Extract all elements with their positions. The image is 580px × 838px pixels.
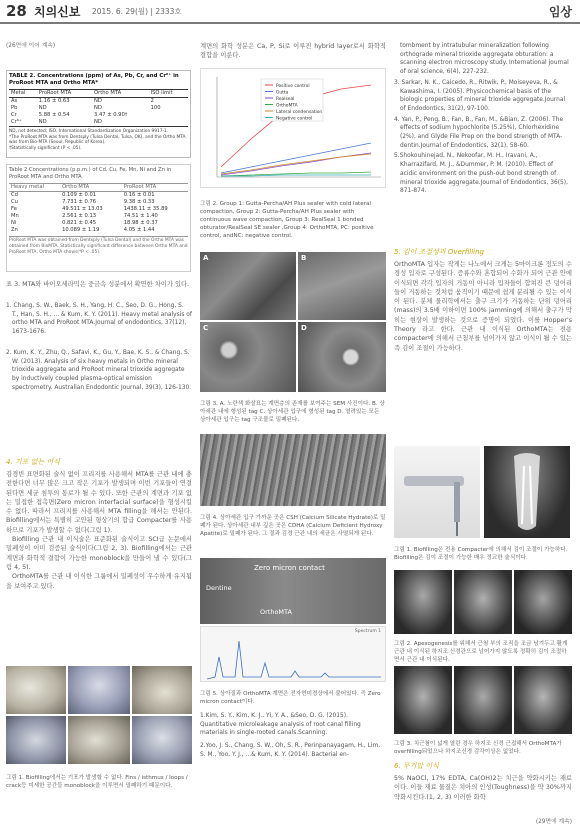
table-header: ProRoot MTA [123,184,157,190]
fig3-xray-a [394,666,452,734]
intro-text: 계면의 화학 성분은 Ca, P, Si로 이루진 hybrid layer로서 화학적 결합을 이룬다. [200,43,386,60]
reference-item: 2. Kum, K. Y., Zhu, Q., Safavi, K., Gu, Y., Bae, K. S., & Chang, S. W. (2013). Analysis of six heavy metals in Ortho mineral trioxide aggregate and ProRoot mineral trioxide aggregate by inductively coupled plasma-optical emission spectrometry. Australian Endodontic Journal, 39(3), 126-130. [6,349,192,391]
table-row: As 1.16 ± 0.63 ND 2 [11,98,154,104]
fig2-caption-c3: 그림 2. Apexogenesis를 위해서 근첨 부의 조직을 조금 남겨두고 활게 근관 내 이식된 하지조 신경관으로 넘어가지 않도록 정확히 김이 조절하면서 근관 내 이식된다. [394,641,568,663]
page-number: 28 [6,2,27,20]
reference-item: 2.Yoo, J. S., Chang, S. W., Oh, S. R., Perinpanayagam, H., Lim, S. M., Yoo, Y. J., ...& Kum, K. Y. (2014). Bacterial en- [200,743,381,758]
fig2-xray-b [454,570,512,634]
reference-list [6,302,192,392]
fig1-photo-d [6,716,66,764]
table-row: Cr⁶⁺ ND ND [11,119,102,125]
section-4-title: 4. 기포 없는 이식 [6,458,60,466]
fig1-caption: 그림 1. Biofilling에서는 기포가 발생할 수 없다. Fins / isthmus / loops / crack등 미세한 공간들 monoblock을 이루면서 밀폐하기 때문이다. [6,775,188,789]
fig1-photo-b [68,666,130,714]
fig4-sem-photo [200,434,386,506]
reference-item: 1. Chang, S. W., Baek, S. H., Yang, H. C., Seo, D. G., Hong, S. T., Han, S. H., ... & Kum, K. Y. (2011). Heavy metal analysis of ortho MTA and ProRoot MTA.Journal of endodontics, 37(12), 1673-1676. [6,303,192,336]
fig2-chart-svg [201,69,386,188]
table-row: Cu 7.731 ± 0.76 9.38 ± 0.33 [11,199,155,205]
table-header: Metal [11,90,26,96]
fig1-photo-a [6,666,66,714]
table-caption: 표 3. MTA와 바이오세라믹은 중금속 성분에서 확연한 차이가 있다. [6,281,190,288]
fig1-photo-c [132,666,192,714]
reference-item: tombment by intratubular mineralization following orthograde mineral trioxide aggregate obturation: a scanning electron microscopy study. International journal of oral science, 6(4), 227-232. [400,43,569,76]
table-header: Heavy metal [11,184,44,190]
column-3 [394,30,574,832]
fig1-photo-e [68,716,130,764]
fig2-chart [200,68,386,188]
paper-name: 치의신보 [34,5,81,19]
legend-label: Lateral condensation [276,110,323,115]
fig3-panel-c: C [200,322,296,392]
spectrum-label: Spectrum 1 [354,629,381,634]
continued-from: (26면에 이어 계속) [6,43,56,49]
orthomta-label: OrthoMTA [260,608,292,616]
reference-item: 4. Yan, P., Peng, B., Fan, B., Fan, M., &Bian, Z. (2006). The effects of sodium hypochlorite (5.25%), Chlorhexidine (2%), and Glyde File Prep on the bond strength of MTA-dentin.Journal of Endodontics, 32(1), 58-60. [394,116,564,149]
table-1-grid [9,89,188,127]
fig1-caption-c3: 그림 1. Biofilling은 전용 Compacter에 의해서 김이 조절이 가능하다. Biofilling은 김이 조절이 가능한 매우 정교한 술식이다. [394,547,568,561]
column-1 [6,30,194,832]
fig2-caption: 그림 2. Group 1: Gutta-Percha/AH Plus sealer with cold lateral compaction, Group 2: Gutta-Percha/AH Plus sealer with continuous wave compaction, Group 3: RealSeal 1 bonded obturator/RealSeal SE sealer ,Group 4: OrthoMTA, PC: positive control, andNC: negative control. [200,201,374,239]
issue-info: 2015. 6. 29(월) | 2333호 [92,7,182,16]
section-6-title: 6. 무기압 이식 [394,762,439,770]
masthead [0,0,580,24]
fig4-caption: 그림 4. 상아세관 입구 가까운 곳은 CSH (Calcium Silicate Hydrate)로 밀폐가 된다. 상아세관 내부 깊은 곳은 CDHA (Calcium Deficient Hydroxy Apatite)로 밀폐가 된다. 그 결과 김경 근관 내의 세균은 사멸되게 된다. [200,515,386,537]
reference-list [394,42,572,196]
fig3-xray-b [454,666,512,734]
fig3-panel-d: D [298,322,386,392]
table-header: Ortho MTA [62,184,90,190]
legend-label: OrthoMTA [276,103,298,109]
table-2-note: ProRoot MTA was obtained from Dentsply (Tulsa Dental) and the Ortho MTA was obtained from BioMTA. Statistically significant difference between Ortho MTA and ProRoot MTA, Ortho MTA shows(*P < .05). [9,238,188,255]
reference-item: 1.Kim, S. Y., Kim, K. J., Yi, Y. A., &Seo, D. G. (2015). Quantitative microleakage analysis of root canal filling materials in single-rooted canals.Scanning. [200,713,361,737]
reference-item: 3. Sarkar, N. K., Caicedo, R., Ritwik, P., Moiseyeva, R., & Kawashima, I. (2005). Physicochemical basis of the biologic properties of mineral trioxide aggregate.Journal of Endodontics, 31(2), 97-100. [394,79,566,112]
table-header: ProRoot MTA [38,90,72,96]
spectrum-svg [201,627,386,682]
legend-label: Negative control [276,116,313,122]
fig3-caption-c3: 그림 3. 치근첨이 넓게 열린 경우 하지조 신경 근접해서 OrthoMTA가 overfilling되었으나 하지조신경 감각이상은 없었다. [394,741,562,755]
fig3-panel-b: B [298,252,386,320]
table-2 [6,164,191,272]
table-row: Zn 10.089 ± 1.19 4.05 ± 1.44 [11,227,155,233]
series-line [221,143,371,173]
fig3-xray-c [514,666,572,734]
table-row: Pb ND ND 100 [11,105,161,111]
reference-list [200,712,386,760]
section-4-body [6,470,192,591]
table-1 [6,70,191,158]
fig5-sem-photo [200,558,386,624]
table-row: Cr 5.88 ± 0.54 3.47 ± 0.90† [11,112,128,118]
table-row: Mn 2.561 ± 0.13 74.51 ± 1.40 [11,213,158,219]
table-header: Ortho MTA [94,90,122,96]
legend-label: Positive control [276,84,310,89]
fig5-caption: 그림 5. 상아질과 OrthoMTA 계면은 전자현미경상에서 붙어있다. 즉 Zero micron contact이다. [200,691,381,705]
fig3-panel-a: A [200,252,296,320]
column-2 [200,30,388,832]
fig1-xray-photo [484,446,570,538]
fig2-xray-c [514,570,572,634]
fig1-photo-f [132,716,192,764]
paragraph: 김경빈 표면화된 술식 없이 프리지를 사용해서 MTA를 근관 내에 충전한다면 너무 많은 크고 작은 기포가 발생되며 이번 기포들이 연결된다면 세균 침투의 통로가 될 수 있다. 또한 근관의 계면과 기포 없는 밀접한 접촉면(Zero micron interfacial surface)을 형성시킬 수 없다. 따라서 프리지를 사용해서 MTA filling을 해서는 안된다. Biofilling에서는 특별히 고안된 형상기의 합급 Compacter를 사용하므로 기포가 발생할 수 없다(그림 1). [6,471,192,534]
fig3-caption: 그림 3. A. 노란색 화살표는 계면층의 존재를 보여주는 SEM 사진이다. B. 상아세관 내에 형성된 tag C. 상아세관 입구에 형성된 tag D. 열려있는 모든 상아세관 입구는 tag 구조물로 밀폐된다. [200,401,385,423]
fig1-compacter-photo [394,446,480,538]
section-6-body: 5% NaOCl, 17% EDTA, Ca(OH)2는 치근을 약화시키는 재료이다. 이들 재료 물질은 치아의 인성(Toughness)을 약 30%까지 약화시킨다.(1, 2, 3) 이러한 화학 [394,775,572,801]
table-header: ISO limit [150,90,173,96]
table-row: Cd 0.109 ± 0.01 0.16 ± 0.01 [11,192,155,198]
paragraph: OrthoMTA를 근관 내 이식한 그룹에서 밀폐성이 우수하게 유지됨을 보여주고 있다. [6,573,192,590]
reference-item: 5.Shokouhinejad, N., Nekoofar, M. H., Iravani, A., Kharrazifard, M. J., &Dummer, P. M. (2010). Effect of acidic environment on the push-out bond strength of mineral trioxide aggregate.Journal of Endodontics, 36(5), 871-874. [394,153,568,195]
paragraph: Biofilling 근관 내 이식술은 표준화된 술식이고 SCI급 논문에서 밀폐성이 이미 검증된 술식이다(그림 2, 3). Biofilling에서는 근관 계면과 화학적 결합이 가능한 monoblock을 만들어 낼 수 있다(그림 4, 5). [6,536,192,571]
dentine-label: Dentine [206,584,232,592]
legend-label: Realseal [276,97,295,102]
section-5-title: 5. 김이 조절성과 Overfilling [394,248,484,256]
table-2-grid [9,183,188,234]
legend-label: Gutta [276,90,289,96]
fig2-xray-a [394,570,452,634]
table-row: Fe 49.511 ± 13.03 1438.11 ± 35.89 [11,206,168,212]
table-1-title: TABLE 2. Concentrations (ppm) of As, Pb, Cr, and Cr⁶⁺ in ProRoot MTA and Ortho MTA* [9,73,179,86]
table-2-title: Table 2 Concentrations (p.p.m.) of Cd, Cu, Fe, Mn, Ni and Zn in ProRoot MTA and Ortho MTA [9,167,172,180]
table-1-notes: ND, not detected; ISO, International Standardization Organization 9917-1. *The ProRoot MTA was from Dentsply (Tulsa Dental, Tulsa, OK), and the Ortho MTA was from Bio-MTA (Seoul, Republic of Korea). †Statistically significant (P < .05). [9,129,186,151]
section-5-body: OrthoMTA 입자는 작게는 나노에서 크게는 5마이크론 정도의 수경성 입자로 구성된다. 증류수와 혼합되어 수화가 되어 근관 안에 이식되면 각각 입자의 거동이 아니라 입자들이 합쳐진 큰 덩어리들이 거동하는 것처럼 움직이기 때문에 쉽게 분리될 수 있는 이식이 된다. 분체 물리학에서는 출구 크기가 거동하는 단위 덩어리(mass)의 3.5배 이하이면 100% jamming에 의해서 출구가 막히는 현상이 발생하는 것으로 증명이 되었다. 이를 Hopper's Theory 라고 한다. 근관 내 이식된 OrthoMTA는 전용 compacter에 의해서 근첨부를 넘어가지 않고 이식이 될 수 있는 즉 김이 조절이 가능하다. [394,261,572,352]
continued-next: (29면에 계속) [535,819,572,825]
fig5-spectrum [200,626,386,682]
zero-micron-label: Zero micron contact [254,564,325,572]
table-row: Ni 0.821 ± 0.45 18.98 ± 0.37 [11,220,158,226]
section-name: 임상 [548,5,572,19]
